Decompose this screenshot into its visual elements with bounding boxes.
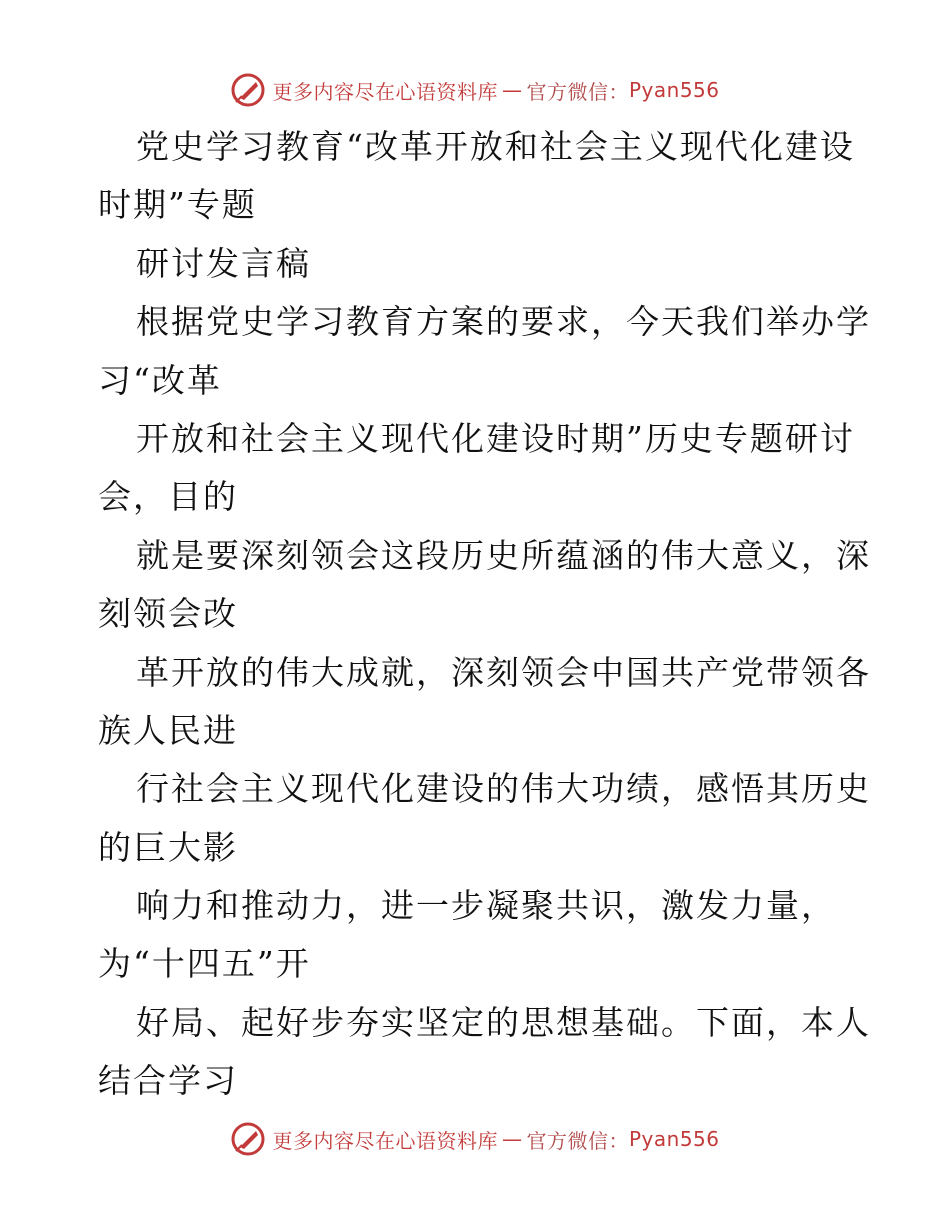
text-line: 党史学习教育“改革开放和社会主义现代化建设 bbox=[136, 127, 855, 166]
watermark-wechat-label: 官方微信： bbox=[526, 1128, 629, 1153]
text-line: 刻领会改 bbox=[98, 594, 238, 634]
text-line: 行社会主义现代化建设的伟大功绩，感悟其历史 bbox=[136, 769, 871, 809]
text-line: 革开放的伟大成就，深刻领会中国共产党带领各 bbox=[136, 652, 871, 692]
text-line: 研讨发言稿 bbox=[136, 243, 311, 283]
text-line: 结合学习 bbox=[98, 1061, 238, 1101]
text-line: 好局、起好步夯实坚定的思想基础。下面，本人 bbox=[136, 1002, 871, 1042]
text-line: 的巨大影 bbox=[98, 827, 238, 867]
watermark-text: 更多内容尽在心语资料库 bbox=[272, 79, 498, 104]
watermark-wechat-id: Pyan556 bbox=[628, 78, 720, 102]
quill-logo-icon bbox=[230, 1121, 266, 1157]
text-line: 习“改革 bbox=[98, 360, 222, 400]
watermark-wechat-id: Pyan556 bbox=[628, 1127, 720, 1151]
watermark-wechat-label: 官方微信： bbox=[526, 79, 629, 104]
watermark-text: 更多内容尽在心语资料库 bbox=[272, 1128, 498, 1153]
text-line: 时期”专题 bbox=[98, 185, 257, 225]
text-line: 就是要深刻领会这段历史所蕴涵的伟大意义，深 bbox=[136, 535, 871, 575]
text-line: 根据党史学习教育方案的要求，今天我们举办学 bbox=[136, 302, 871, 342]
document-body bbox=[98, 118, 871, 1111]
watermark-separator: — bbox=[501, 78, 523, 102]
text-line: 开放和社会主义现代化建设时期”历史专题研讨 bbox=[136, 418, 855, 458]
header-watermark bbox=[0, 70, 950, 110]
quill-logo-icon bbox=[230, 72, 266, 108]
text-line: 为“十四五”开 bbox=[98, 944, 311, 984]
text-line: 会，目的 bbox=[98, 477, 238, 517]
text-line: 族人民进 bbox=[98, 710, 238, 750]
footer-watermark bbox=[0, 1119, 950, 1159]
text-line: 响力和推动力，进一步凝聚共识，激发力量， bbox=[136, 886, 836, 926]
watermark-separator: — bbox=[501, 1127, 523, 1151]
